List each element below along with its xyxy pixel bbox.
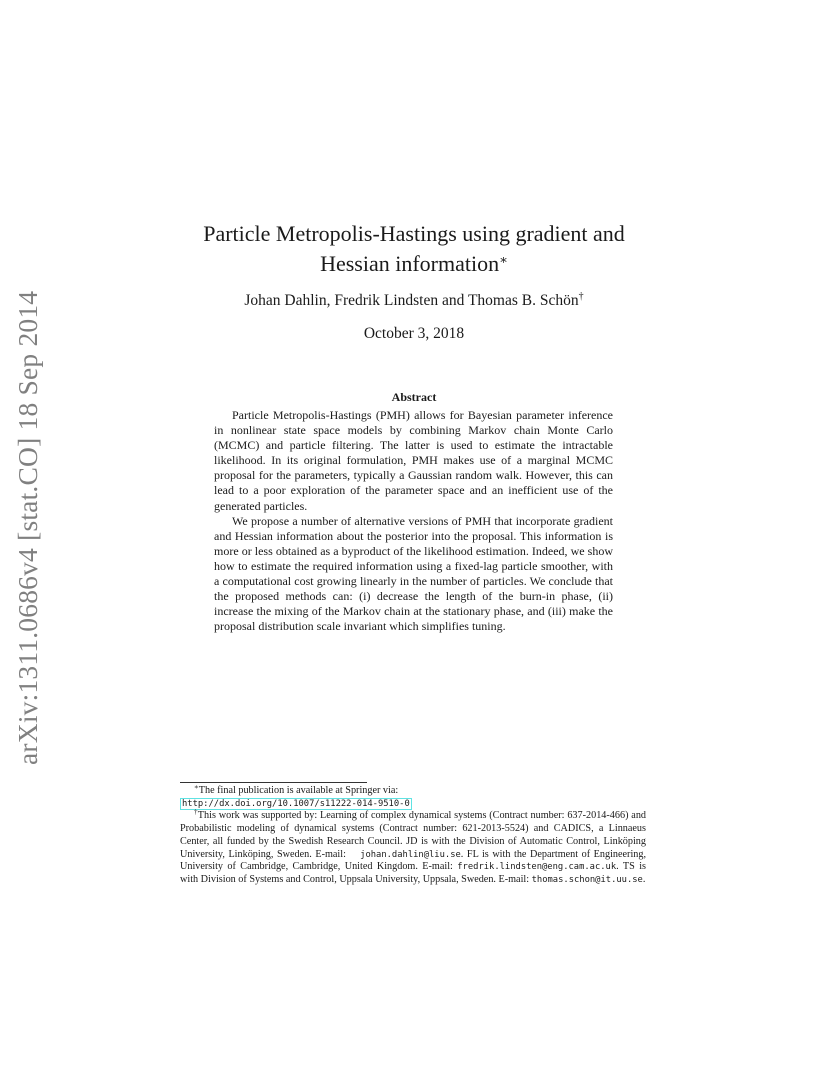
footnote-1-mark: ∗	[194, 783, 199, 791]
footnote-2	[180, 810, 646, 886]
abstract-heading: Abstract	[391, 390, 437, 404]
footnote-divider	[180, 782, 367, 783]
author-names: Johan Dahlin, Fredrik Lindsten and Thomas B. Schön	[244, 292, 579, 309]
footnote-2-text-b: . FL is with the Department of Engineering, University of Cambridge, Cambridge, United Kingdom. E-mail:	[180, 848, 647, 873]
footnote-1-url-line	[180, 798, 646, 811]
footnote-2-text-d: .	[642, 873, 646, 885]
footnote-1-text: The final publication is available at Springer via:	[198, 785, 399, 796]
author-list	[150, 290, 678, 312]
footnotes	[180, 785, 646, 887]
author-footnote-mark: †	[578, 291, 584, 302]
arxiv-identifier-stamp: arXiv:1311.0686v4 [stat.CO] 18 Sep 2014	[12, 290, 43, 765]
footnote-2-mark: †	[194, 808, 198, 817]
footnote-1	[180, 785, 646, 798]
doi-link[interactable]: http://dx.doi.org/10.1007/s11222-014-9510-0	[182, 798, 410, 809]
title-line-1: Particle Metropolis-Hastings using gradient and	[203, 221, 625, 246]
abstract-body	[214, 408, 613, 634]
paper-title	[150, 219, 678, 279]
email-fredrik-lindsten: fredrik.lindsten@eng.cam.ac.uk	[457, 862, 617, 873]
title-footnote-mark: ∗	[499, 252, 508, 267]
email-johan-dahlin: johan.dahlin@liu.se	[360, 849, 461, 860]
abstract-paragraph-1: Particle Metropolis-Hastings (PMH) allows for Bayesian parameter inference in nonlinear state space models by combining Markov chain Monte Carlo (MCMC) and particle filtering. The latter is used to estimate the intractable likelihood. In its original formulation, PMH makes use of a marginal MCMC proposal for the parameters, typically a Gaussian random walk. However, this can lead to a poor exploration of the parameter space and an inefficient use of the generated particles.	[214, 408, 613, 513]
footnote-2-text-c: . TS is with Division of Systems and Control, Uppsala University, Uppsala, Sweden. E-mail:	[180, 861, 647, 885]
abstract-paragraph-2: We propose a number of alternative versions of PMH that incorporate gradient and Hessian information about the posterior into the proposal. This information is more or less obtained as a byproduct of the likelihood estimation. Indeed, we show how to estimate the required information using a fixed-lag particle smoother, with a computational cost growing linearly in the number of particles. We conclude that the proposed methods can: (i) decrease the length of the burn-in phase, (ii) increase the mixing of the Markov chain at the stationary phase, and (iii) make the proposal distribution scale invariant which simplifies tuning.	[214, 513, 613, 634]
title-line-2: Hessian information	[320, 251, 500, 276]
email-thomas-schon: thomas.schon@it.uu.se	[531, 874, 643, 885]
footnote-2-text-a: This work was supported by: Learning of complex dynamical systems (Contract number: 637-2014-466) and Probabilistic modeling of dynamical systems (Contract number: 621-2013-5524) and CADICS, a Linnaeus Center, all funded by the Swedish Research Council. JD is with the Division of Automatic Control, Linköping University, Linköping, Sweden. E-mail:	[180, 810, 647, 860]
paper-date: October 3, 2018	[363, 325, 465, 342]
